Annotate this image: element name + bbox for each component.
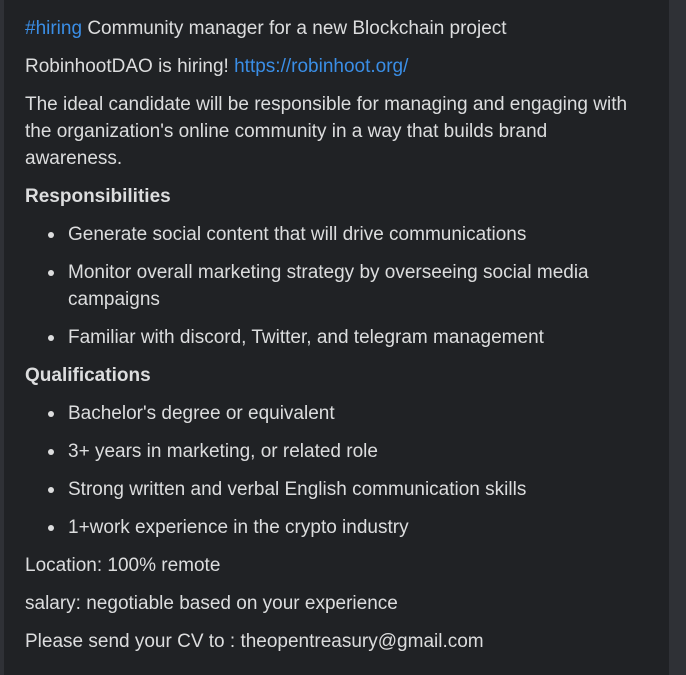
hiring-text: RobinhootDAO is hiring! <box>25 56 235 77</box>
list-item: Strong written and verbal English communication skills <box>25 476 643 503</box>
contact-line: Please send your CV to : theopentreasury@gmail.com <box>25 631 484 652</box>
robinhoot-link[interactable]: https://robinhoot.org/ <box>234 56 409 77</box>
background-strip <box>669 0 686 675</box>
responsibilities-list <box>25 221 669 351</box>
intro-paragraph: The ideal candidate will be responsible for managing and engaging with the organization's online community in a way that builds brand awareness. <box>25 94 628 169</box>
location-line: Location: 100% remote <box>25 555 221 576</box>
list-item: 1+work experience in the crypto industry <box>25 514 643 541</box>
hiring-hashtag[interactable]: #hiring <box>25 18 83 39</box>
post-title: Community manager for a new Blockchain project <box>82 18 507 39</box>
responsibilities-heading: Responsibilities <box>25 186 171 207</box>
list-item: Bachelor's degree or equivalent <box>25 400 643 427</box>
qualifications-list <box>25 400 669 541</box>
job-post-card <box>4 0 669 675</box>
list-item: Generate social content that will drive communications <box>25 221 643 248</box>
list-item: Monitor overall marketing strategy by overseeing social media campaigns <box>25 259 643 313</box>
list-item: 3+ years in marketing, or related role <box>25 438 643 465</box>
qualifications-heading: Qualifications <box>25 365 151 386</box>
post-title-line <box>25 15 669 42</box>
list-item: Familiar with discord, Twitter, and telegram management <box>25 324 643 351</box>
salary-line: salary: negotiable based on your experience <box>25 593 398 614</box>
hiring-line <box>25 53 669 80</box>
